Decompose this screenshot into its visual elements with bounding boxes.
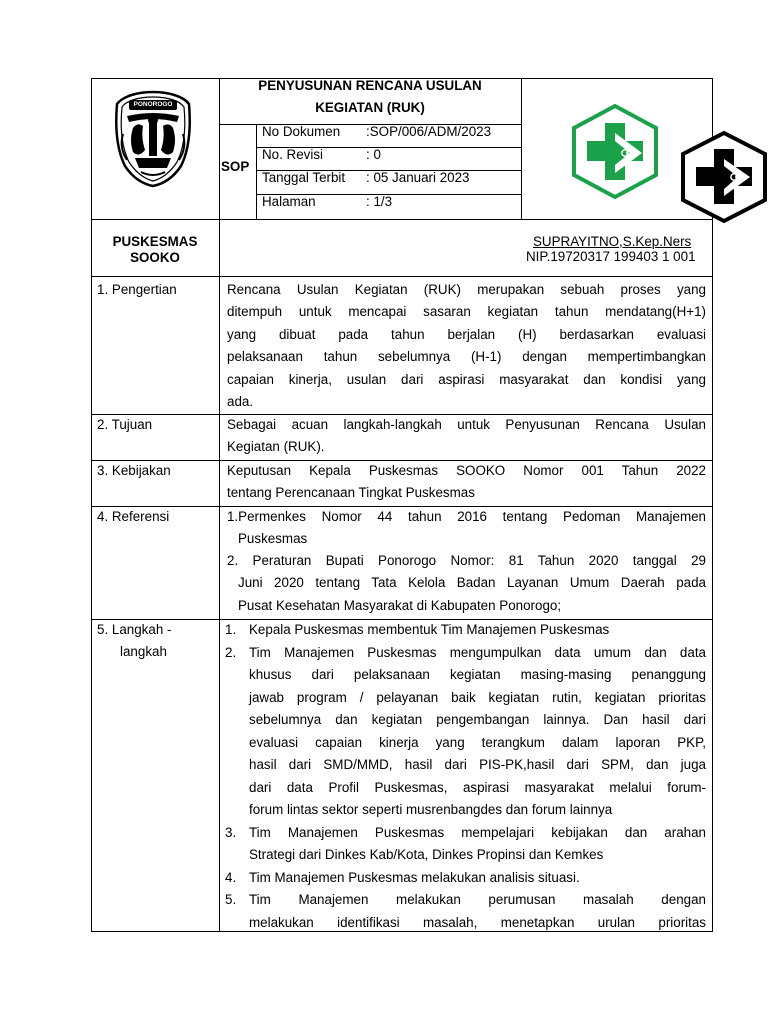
meta-value-revision: : 0 (366, 147, 381, 162)
step-2-line-5: evaluasi capaian kinerja yang terangkum dalam laporan PKP, (249, 735, 706, 750)
header-bottom-line (91, 219, 713, 220)
document-title-line1: PENYUSUNAN RENCANA USULAN (258, 78, 482, 93)
step-2-line-6: hasil dari SMD/MMD, hasil dari PIS-PK,hasil dari SPM, dan juga (249, 757, 706, 772)
step-3-line-1: Tim Manajemen Puskesmas mempelajari kebijakan dan arahan (249, 825, 706, 840)
pengertian-line-5: capaian kinerja, usulan dari aspirasi masyarakat dan kondisi yang (227, 372, 706, 387)
step-number-3: 3. (225, 825, 237, 840)
document-title-line2: KEGIATAN (RUK) (315, 100, 425, 115)
puskesmas-logo-black (680, 130, 768, 223)
kebijakan-line-2: tentang Perencanaan Tingkat Puskesmas (227, 485, 475, 500)
sop-label: SOP (221, 159, 250, 174)
section-label-langkah: 5. Langkah - (97, 622, 172, 637)
referensi-line-1: 1.Permenkes Nomor 44 tahun 2016 tentang Pedoman Manajemen (227, 509, 706, 524)
meta-value-issue-date: : 05 Januari 2023 (366, 170, 470, 185)
pengertian-line-1: Rencana Usulan Kegiatan (RUK) merupakan sebuah proses yang (227, 282, 706, 297)
seal-banner-text: PONOROGO (133, 101, 173, 108)
header-divider-right (521, 78, 522, 219)
section-label-kebijakan: 3. Kebijakan (97, 463, 171, 478)
step-number-1: 1. (225, 622, 237, 637)
tujuan-line-1: Sebagai acuan langkah-langkah untuk Penyusunan Rencana Usulan (227, 417, 706, 432)
step-2-line-3: jawab program / pelayanan baik kegiatan rutin, kegiatan prioritas (249, 690, 706, 705)
table-border-left (91, 78, 92, 932)
section-label-langkah-cont: langkah (120, 644, 167, 659)
referensi-line-2: Puskesmas (238, 531, 308, 546)
signer-name: SUPRAYITNO,S.Kep.Ners (533, 234, 692, 249)
meta-label-revision: No. Revisi (262, 147, 324, 162)
meta-label-page: Halaman (262, 194, 316, 209)
step-3-line-2: Strategi dari Dinkes Kab/Kota, Dinkes Propinsi dan Kemkes (249, 847, 604, 862)
signer-nip: NIP.19720317 199403 1 001 (526, 249, 696, 264)
org-row-bottom-line (91, 276, 713, 277)
meta-label-document-number: No Dokumen (262, 124, 341, 139)
section-label-referensi: 4. Referensi (97, 509, 170, 524)
step-5-line-2: melakukan identifikasi masalah, menetapkan urulan prioritas (249, 915, 706, 930)
org-name-line2: SOOKO (130, 250, 180, 265)
sop-divider (256, 124, 257, 219)
tujuan-line-2: Kegiatan (RUK). (227, 439, 325, 454)
step-2-line-8: forum lintas sektor seperti musrenbangdes dan forum lainnya (249, 802, 613, 817)
ponorogo-seal-logo (113, 88, 193, 188)
column-divider (219, 78, 220, 932)
pengertian-line-6: ada. (227, 394, 254, 409)
pengertian-line-2: ditempuh untuk mencapai sasaran kegiatan tahun mendatang(H+1) (227, 304, 706, 319)
puskesmas-logo-green (570, 103, 660, 200)
referensi-line-3: 2. Peraturan Bupati Ponorogo Nomor: 81 Tahun 2020 tanggal 29 (227, 553, 706, 568)
step-4-line-1: Tim Manajemen Puskesmas melakukan analisis situasi. (249, 870, 580, 885)
referensi-line-5: Pusat Kesehatan Masyarakat di Kabupaten Ponorogo; (238, 598, 562, 613)
step-5-line-1: Tim Manajemen melakukan perumusan masalah dengan (249, 892, 706, 907)
org-name-line1: PUSKESMAS (112, 234, 198, 249)
meta-value-page: : 1/3 (366, 194, 393, 209)
pengertian-line-3: yang dibuat pada tahun berjalan (H) berdasarkan evaluasi (227, 327, 706, 342)
kebijakan-line-1: Keputusan Kepala Puskesmas SOOKO Nomor 001 Tahun 2022 (227, 463, 706, 478)
section-label-tujuan: 2. Tujuan (97, 417, 153, 432)
step-2-line-7: dari data Profil Puskesmas, aspirasi masyarakat melalui forum- (249, 780, 706, 795)
step-number-2: 2. (225, 645, 237, 660)
step-number-4: 4. (225, 870, 237, 885)
step-2-line-4: sebelumnya dan kegiatan pengembangan lainnya. Dan hasil dari (249, 712, 706, 727)
step-number-5: 5. (225, 892, 237, 907)
section-label-pengertian: 1. Pengertian (97, 282, 177, 297)
meta-label-issue-date: Tanggal Terbit (262, 170, 346, 185)
meta-value-document-number: :SOP/006/ADM/2023 (366, 124, 492, 139)
step-1-line-1: Kepala Puskesmas membentuk Tim Manajemen Puskesmas (249, 622, 610, 637)
step-2-line-1: Tim Manajemen Puskesmas mengumpulkan data umum dan data (249, 645, 706, 660)
pengertian-line-4: pelaksanaan tahun sebelumnya (H-1) dengan mempertimbangkan (227, 349, 706, 364)
referensi-line-4: Juni 2020 tentang Tata Kelola Badan Layanan Umum Daerah pada (238, 575, 706, 590)
step-2-line-2: khusus dari pelaksanaan kegiatan masing-masing penanggung (249, 667, 706, 682)
